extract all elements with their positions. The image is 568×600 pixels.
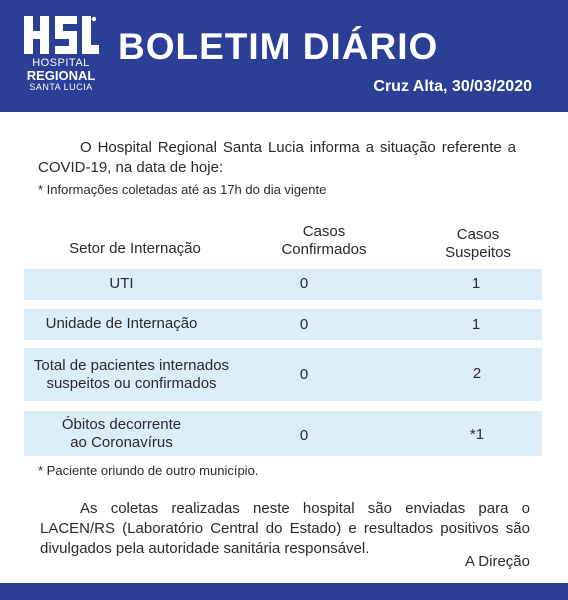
table-row xyxy=(24,348,542,401)
hospital-logo xyxy=(22,14,100,98)
table-row xyxy=(24,309,542,340)
header-bar xyxy=(0,0,568,112)
hsl-logo-icon xyxy=(22,14,100,56)
logo-line-santa-lucia: SANTA LUCIA xyxy=(29,82,93,92)
signature: A Direção xyxy=(464,553,530,570)
row-sector-line1: Óbitos decorrente xyxy=(61,416,182,433)
row-sector-line2: suspeitos ou confirmados xyxy=(46,375,217,392)
header-sector: Setor de Internação xyxy=(69,240,201,257)
row-confirmed: 0 xyxy=(299,316,309,333)
header-confirmed-line1: Casos xyxy=(302,223,346,240)
row-sector-line1: Total de pacientes internados xyxy=(33,357,230,374)
row-sector-line2: ao Coronavírus xyxy=(70,434,173,451)
row-suspected: 1 xyxy=(471,275,481,292)
patient-note: * Paciente oriundo de outro município. xyxy=(38,463,259,478)
collection-note: * Informações coletadas até as 17h do dia vigente xyxy=(38,182,327,197)
table-row xyxy=(24,411,542,456)
row-confirmed: 0 xyxy=(299,275,309,292)
row-confirmed: 0 xyxy=(299,427,309,444)
row-sector: Unidade de Internação xyxy=(45,315,198,332)
intro-paragraph: O Hospital Regional Santa Lucia informa a situação referente a COVID-19, na data de hoje: xyxy=(38,139,516,176)
logo-line-hospital: HOSPITAL xyxy=(32,57,90,69)
logo-wordmark xyxy=(22,58,100,93)
table-row xyxy=(24,269,542,300)
header-suspected xyxy=(408,226,548,262)
row-sector xyxy=(24,416,219,452)
header-suspected-line1: Casos xyxy=(456,226,500,243)
bulletin-date: Cruz Alta, 30/03/2020 xyxy=(373,78,532,95)
logo-line-regional: REGIONAL xyxy=(26,68,96,83)
header-confirmed-line2: Confirmados xyxy=(281,241,367,258)
row-suspected: *1 xyxy=(469,426,485,443)
row-confirmed: 0 xyxy=(299,366,309,383)
row-sector: UTI xyxy=(109,275,134,292)
header-suspected-line2: Suspeitos xyxy=(445,244,511,261)
header-confirmed xyxy=(254,223,394,259)
row-sector xyxy=(24,357,239,393)
row-suspected: 1 xyxy=(471,316,481,333)
page-title: BOLETIM DIÁRIO xyxy=(118,26,439,67)
closing-paragraph: As coletas realizadas neste hospital são enviadas para o LACEN/RS (Laboratório Central do Estado) e resultados positivos são divulgados pela autoridade sanitária responsável. xyxy=(40,500,530,557)
footer-bar xyxy=(0,583,568,600)
row-suspected: 2 xyxy=(472,365,482,382)
